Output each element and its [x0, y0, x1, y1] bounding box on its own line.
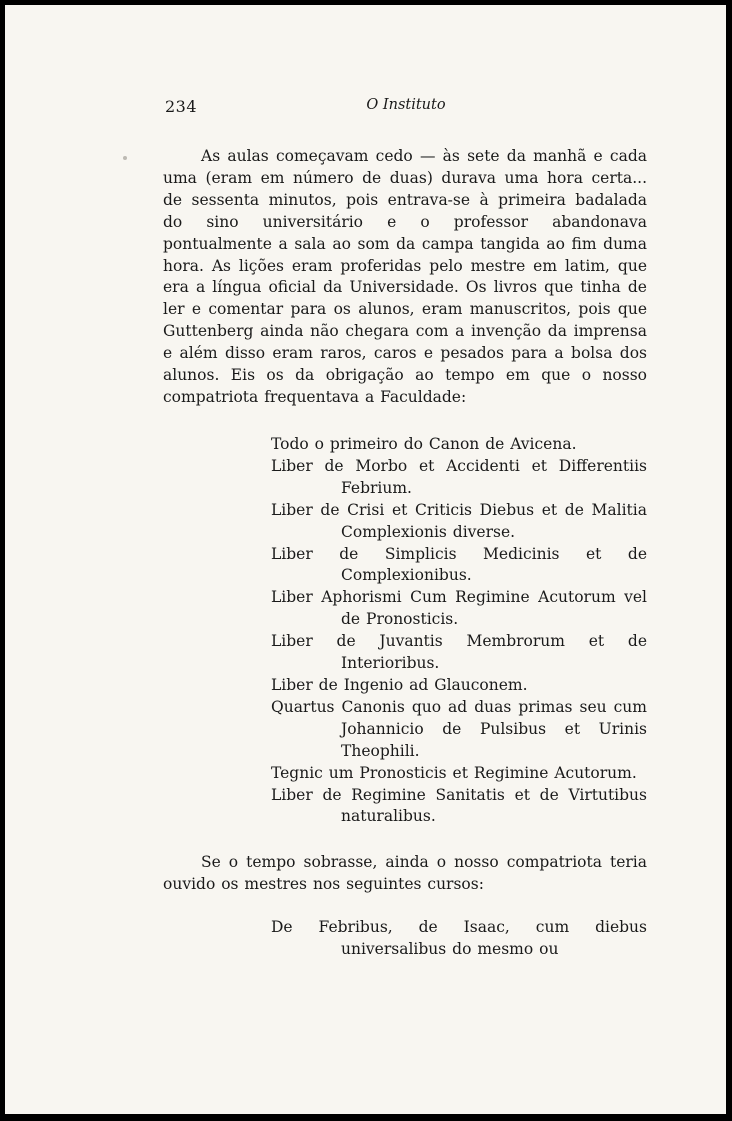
document-page [5, 5, 726, 1114]
book-item: Quartus Canonis quo ad duas primas seu cum Johannicio de Pulsibus et Urinis Theophili. [271, 697, 647, 760]
book-item: Tegnic um Pronosticis et Regimine Acutorum. [271, 763, 637, 782]
book-item: Liber de Crisi et Criticis Diebus et de Malitia Complexionis diverse. [271, 500, 647, 541]
body-paragraph-1: As aulas começavam cedo — às sete da manhã e cada uma (eram em número de duas) durava uma hora certa... de sessenta minutos, pois entrava-se à primeira badalada do sino universitário e o professor abandonava pontualmente a sala ao som da campa tangida ao fim duma hora. As lições eram proferidas pelo mestre em latim, que era a língua oficial da Universidade. Os livros que tinha de ler e comentar para os alunos, eram manuscritos, pois que Guttenberg ainda não chegara com a invenção da imprensa e além disso eram raros, caros e pesados para a bolsa dos alunos. Eis os da obrigação ao tempo em que o nosso compatriota frequentava a Faculdade: [163, 147, 647, 406]
book-item: Liber de Morbo et Accidenti et Differentiis Febrium. [271, 456, 647, 497]
book-item: Liber de Regimine Sanitatis et de Virtutibus naturalibus. [271, 785, 647, 826]
courses-list [271, 917, 647, 961]
book-item: Liber de Ingenio ad Glauconem. [271, 675, 528, 694]
course-item: De Febribus, de Isaac, cum diebus universalibus do mesmo ou [271, 918, 647, 958]
book-item: Liber de Simplicis Medicinis et de Complexionibus. [271, 544, 647, 585]
page-number: 234 [165, 97, 198, 116]
paper-speck [123, 156, 127, 160]
book-item: Liber Aphorismi Cum Regimine Acutorum vel de Pronosticis. [271, 588, 647, 629]
book-item: Todo o primeiro do Canon de Avicena. [271, 435, 577, 453]
required-books-list [271, 434, 647, 828]
body-paragraph-2: Se o tempo sobrasse, ainda o nosso compatriota teria ouvido os mestres nos seguintes cursos: [163, 853, 647, 893]
running-title: O Instituto [366, 97, 446, 113]
book-item: Liber de Juvantis Membrorum et de Interioribus. [271, 632, 647, 673]
